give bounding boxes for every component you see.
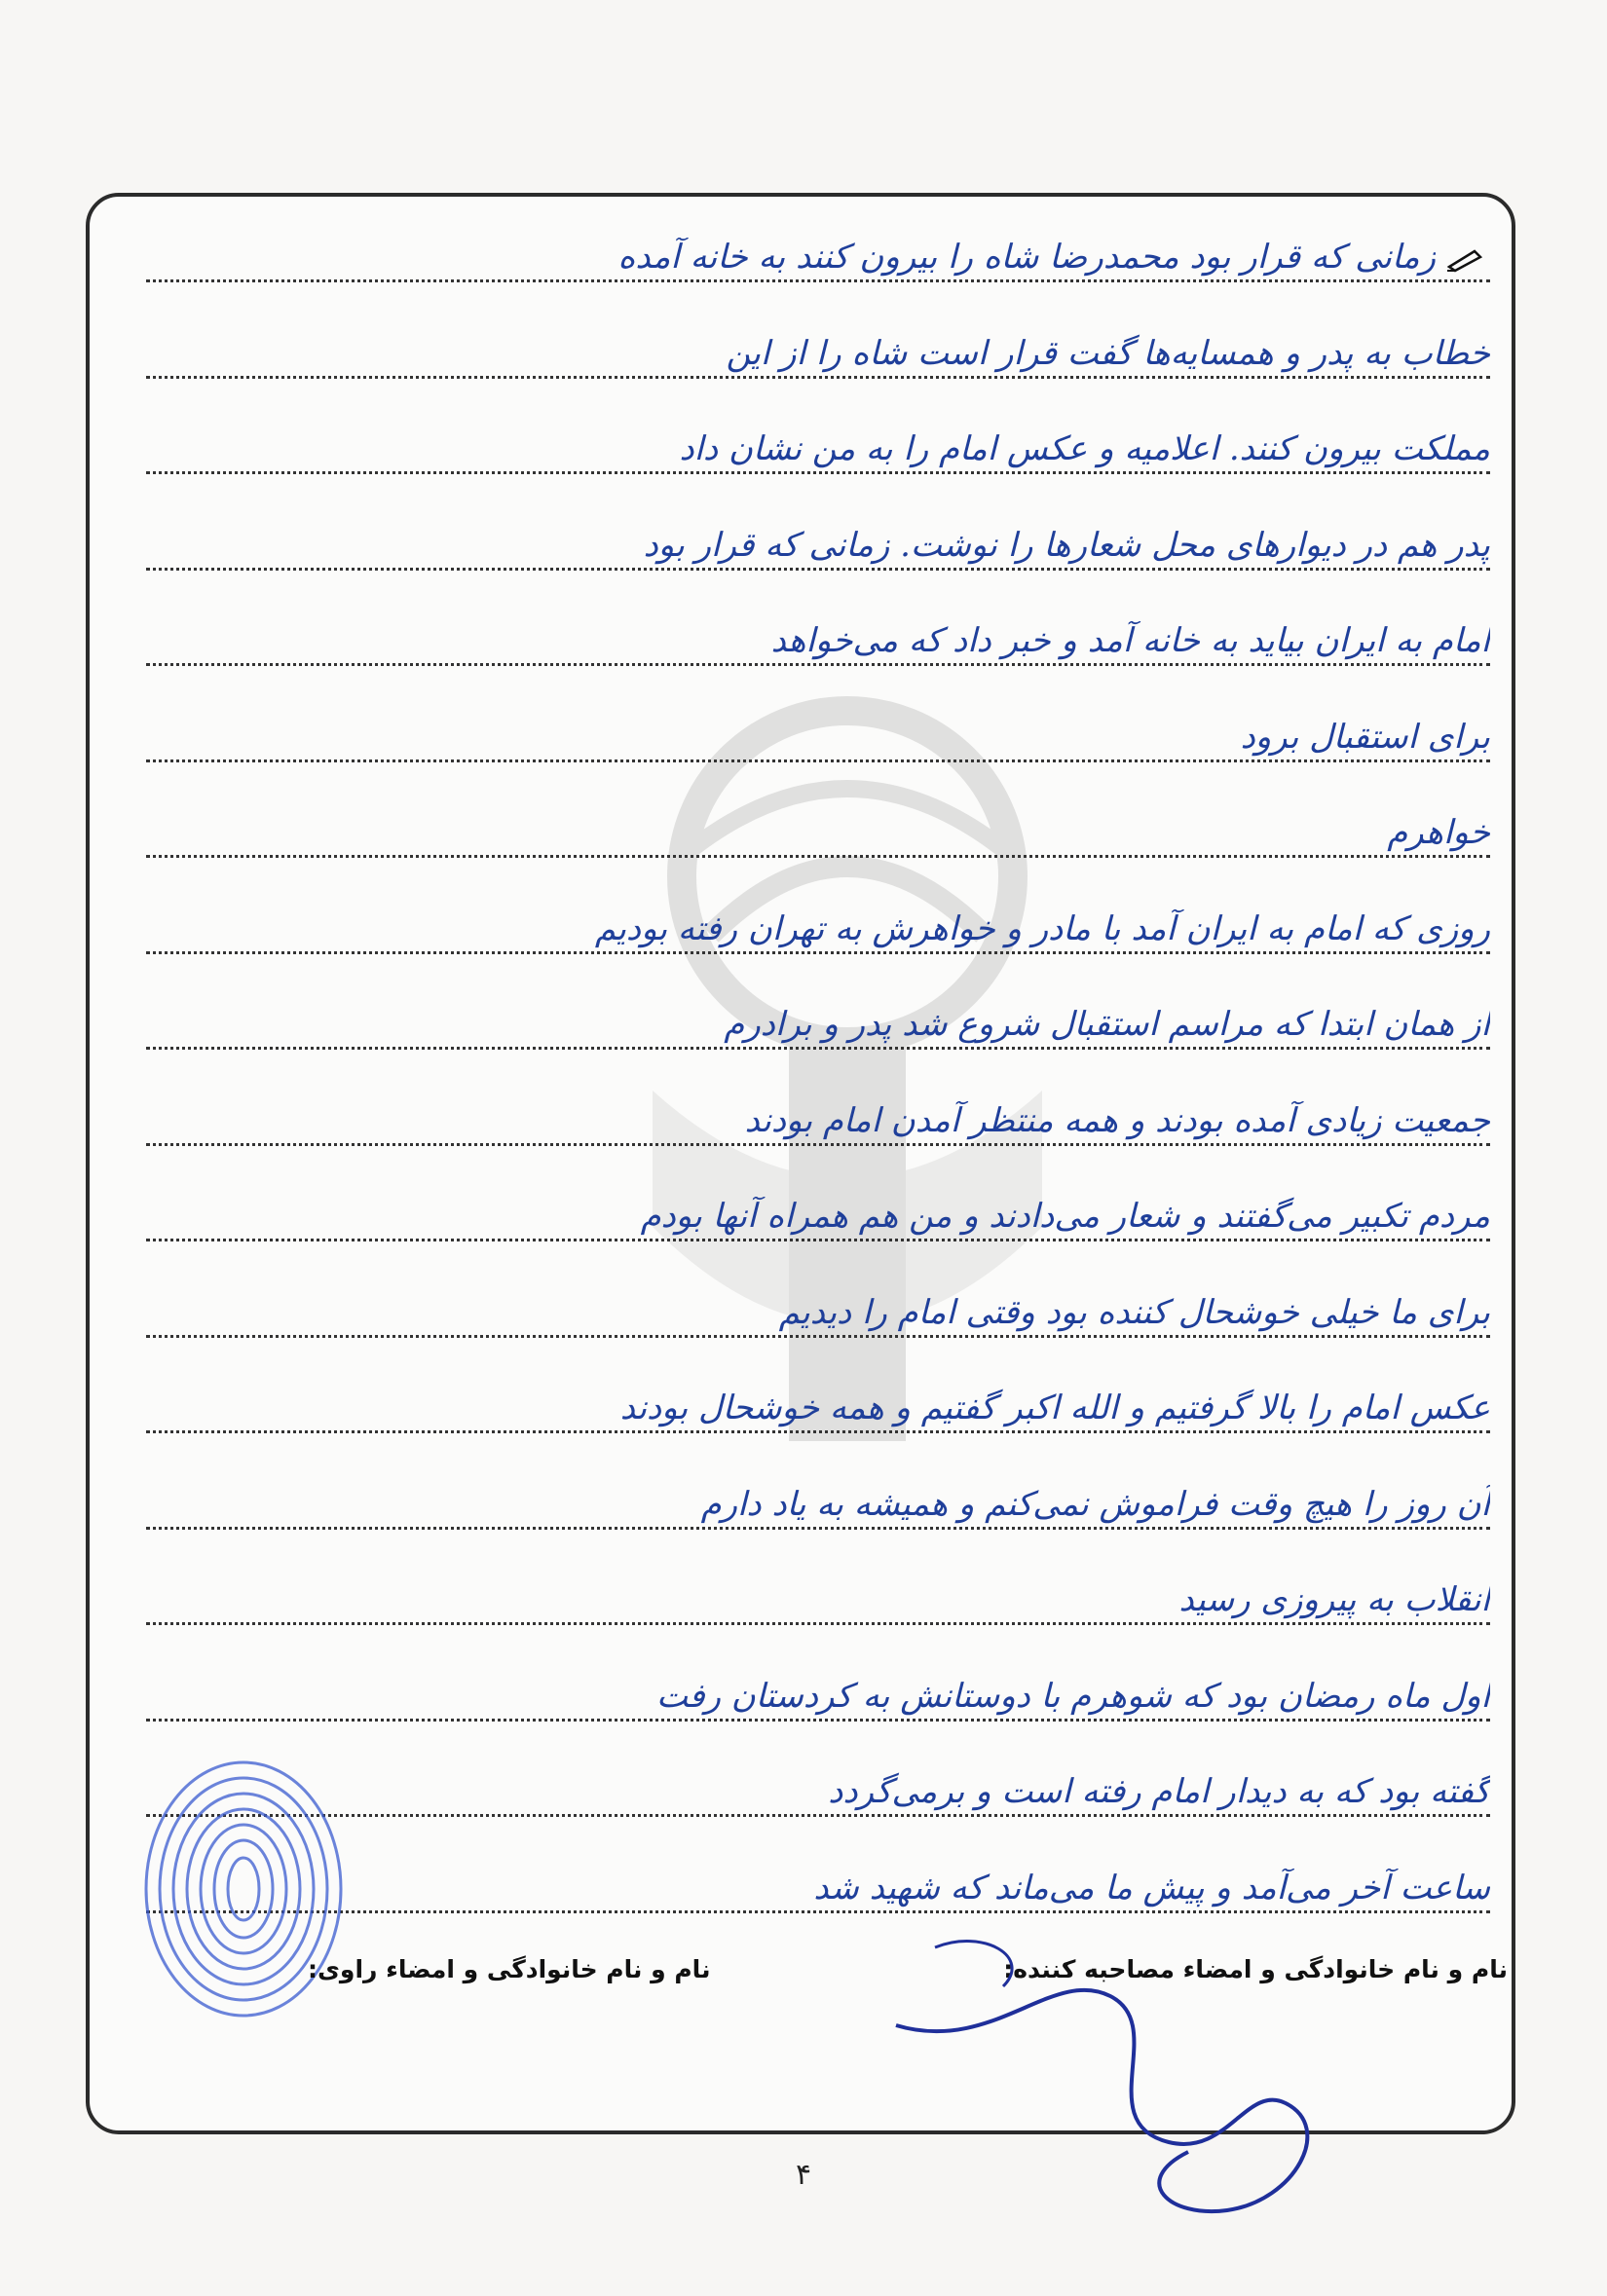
writing-line [146,991,1490,1050]
dotted-rule [146,951,1490,954]
dotted-rule [146,855,1490,858]
dotted-rule [146,1430,1490,1433]
dotted-rule [146,279,1490,282]
dotted-rule [146,1527,1490,1530]
handwritten-text: اول ماه رمضان بود که شوهرم با دوستانش به کردستان رفت [655,1676,1490,1716]
handwritten-text: مملکت بیرون کنند. اعلامیه و عکس امام را به من نشان داد [679,429,1490,468]
dotted-rule [146,1047,1490,1050]
dotted-rule [146,1622,1490,1625]
writing-line [146,512,1490,571]
handwritten-text: عکس امام را بالا گرفتیم و الله اکبر گفتیم و همه خوشحال بودند [619,1389,1490,1427]
writing-line [146,1183,1490,1241]
handwritten-text: امام به ایران بیاید به خانه آمد و خبر داد که می‌خواهد [770,621,1490,660]
dotted-rule [146,376,1490,379]
handwritten-text: از همان ابتدا که مراسم استقبال شروع شد پدر و برادرم [724,1005,1490,1044]
handwritten-text: زمانی که قرار بود محمدرضا شاه را بیرون کنند به خانه آمده [617,238,1436,277]
handwritten-text: خطاب به پدر و همسایه‌ها گفت قرار است شاه را از این [726,333,1490,373]
dotted-rule [146,471,1490,474]
writing-line [146,608,1490,666]
handwritten-text: خواهرم [1387,813,1490,852]
handwritten-text: روزی که امام به ایران آمد با مادر و خواهرش به تهران رفته بودیم [594,908,1490,948]
writing-line [146,1375,1490,1433]
writing-line [146,1663,1490,1722]
dotted-rule [146,663,1490,666]
handwritten-text: انقلاب به پیروزی رسید [1178,1580,1490,1619]
handwritten-text: جمعیت زیادی آمده بودند و همه منتظر آمدن امام بودند [744,1100,1490,1140]
writing-line [146,1088,1490,1146]
dotted-rule [146,1719,1490,1722]
dotted-rule [146,568,1490,571]
dotted-rule [146,1143,1490,1146]
handwritten-text: مردم تکبیر می‌گفتند و شعار می‌دادند و من هم همراه آنها بودم [640,1197,1490,1236]
writing-line [146,1471,1490,1530]
handwritten-text: آن روز را هیچ وقت فراموش نمی‌کنم و همیشه به یاد دارم [700,1484,1490,1524]
handwritten-text: برای استقبال برود [1240,717,1490,757]
handwritten-text: پدر هم در دیوارهای محل شعارها را نوشت. زمانی که قرار بود [643,525,1490,565]
handwritten-text: برای ما خیلی خوشحال کننده بود وقتی امام را دیدیم [778,1292,1490,1332]
fingerprint-icon [136,1753,351,2025]
writing-line [146,896,1490,954]
pen-icon [1445,247,1484,273]
writing-line [146,1279,1490,1338]
handwritten-text: ساعت آخر می‌آمد و پیش ما می‌ماند که شهید شد [813,1868,1490,1907]
writing-line [146,416,1490,474]
dotted-rule [146,759,1490,762]
writing-line [146,224,1490,282]
dotted-rule [146,1335,1490,1338]
writing-line [146,1567,1490,1625]
narrator-signature-label: نام و نام خانوادگی و امضاء راوی: [308,1955,711,1983]
interviewer-signature-label: نام و نام خانوادگی و امضاء مصاحبه کننده: [1003,1955,1508,1983]
writing-line [146,320,1490,379]
page-number: ۴ [795,2158,812,2192]
writing-line [146,799,1490,858]
dotted-rule [146,1239,1490,1241]
writing-line [146,704,1490,762]
signature-icon [877,1908,1383,2230]
handwritten-text: گفته بود که به دیدار امام رفته است و برمی‌گردد [828,1772,1490,1811]
